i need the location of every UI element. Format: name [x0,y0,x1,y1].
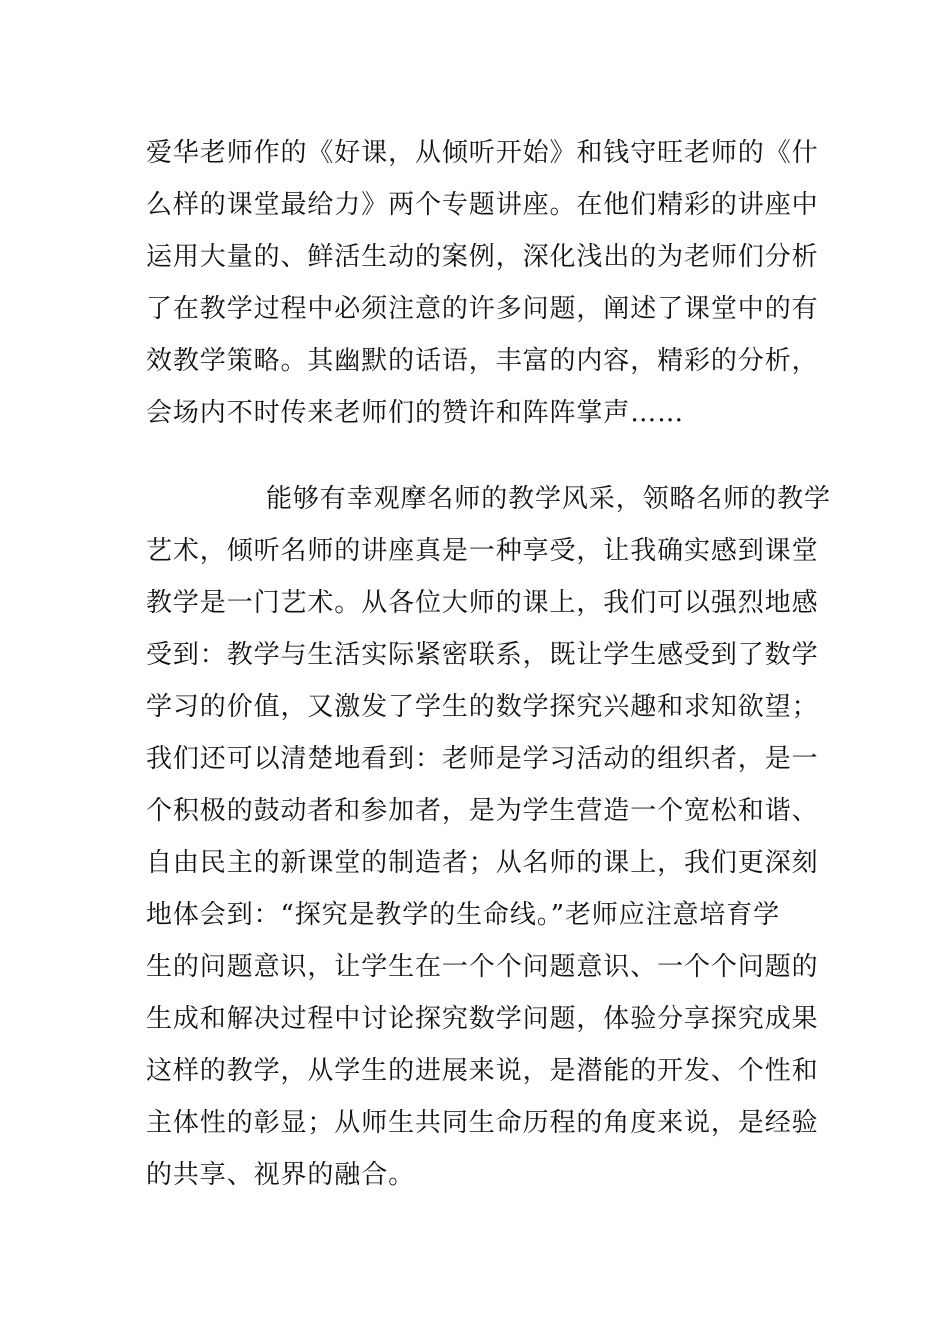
paragraph-line: 生成和解决过程中讨论探究数学问题，体验分享探究成果 [146,1004,819,1034]
paragraph-line: 么样的课堂最给力》两个专题讲座。在他们精彩的讲座中 [146,190,819,220]
paragraph-2 [146,473,831,1201]
paragraph-line: 爱华老师作的《好课，从倾听开始》和钱守旺老师的《什 [146,138,819,168]
paragraph-line: 教学是一门艺术。从各位大师的课上，我们可以强烈地感 [146,588,819,618]
paragraph-line: 能够有幸观摩名师的教学风采，领略名师的教学 [266,484,831,514]
paragraph-line: 的共享、视界的融合。 [146,1160,416,1190]
paragraph-line: 了在教学过程中必须注意的许多问题，阐述了课堂中的有 [146,294,819,324]
paragraph-line: 学习的价值，又激发了学生的数学探究兴趣和求知欲望； [146,692,819,722]
paragraph-line: 个积极的鼓动者和参加者，是为学生营造一个宽松和谐、 [146,796,819,826]
paragraph-line: 会场内不时传来老师们的赞许和阵阵掌声…… [146,398,685,428]
paragraph-line: 生的问题意识，让学生在一个个问题意识、一个个问题的 [146,952,819,982]
paragraph-line: 我们还可以清楚地看到：老师是学习活动的组织者，是一 [146,744,819,774]
paragraph-1 [146,127,819,439]
paragraph-line: 这样的教学，从学生的进展来说，是潜能的开发、个性和 [146,1056,819,1086]
paragraph-line: 受到：教学与生活实际紧密联系，既让学生感受到了数学 [146,640,819,670]
paragraph-line: 地体会到：“探究是教学的生命线。”老师应注意培育学 [146,900,781,930]
paragraph-line: 主体性的彰显；从师生共同生命历程的角度来说，是经验 [146,1108,819,1138]
paragraph-line: 运用大量的、鲜活生动的案例，深化浅出的为老师们分析 [146,242,819,272]
paragraph-line: 效教学策略。其幽默的话语，丰富的内容，精彩的分析， [146,346,819,376]
paragraph-line: 自由民主的新课堂的制造者；从名师的课上，我们更深刻 [146,848,819,878]
paragraph-line: 艺术，倾听名师的讲座真是一种享受，让我确实感到课堂 [146,536,819,566]
